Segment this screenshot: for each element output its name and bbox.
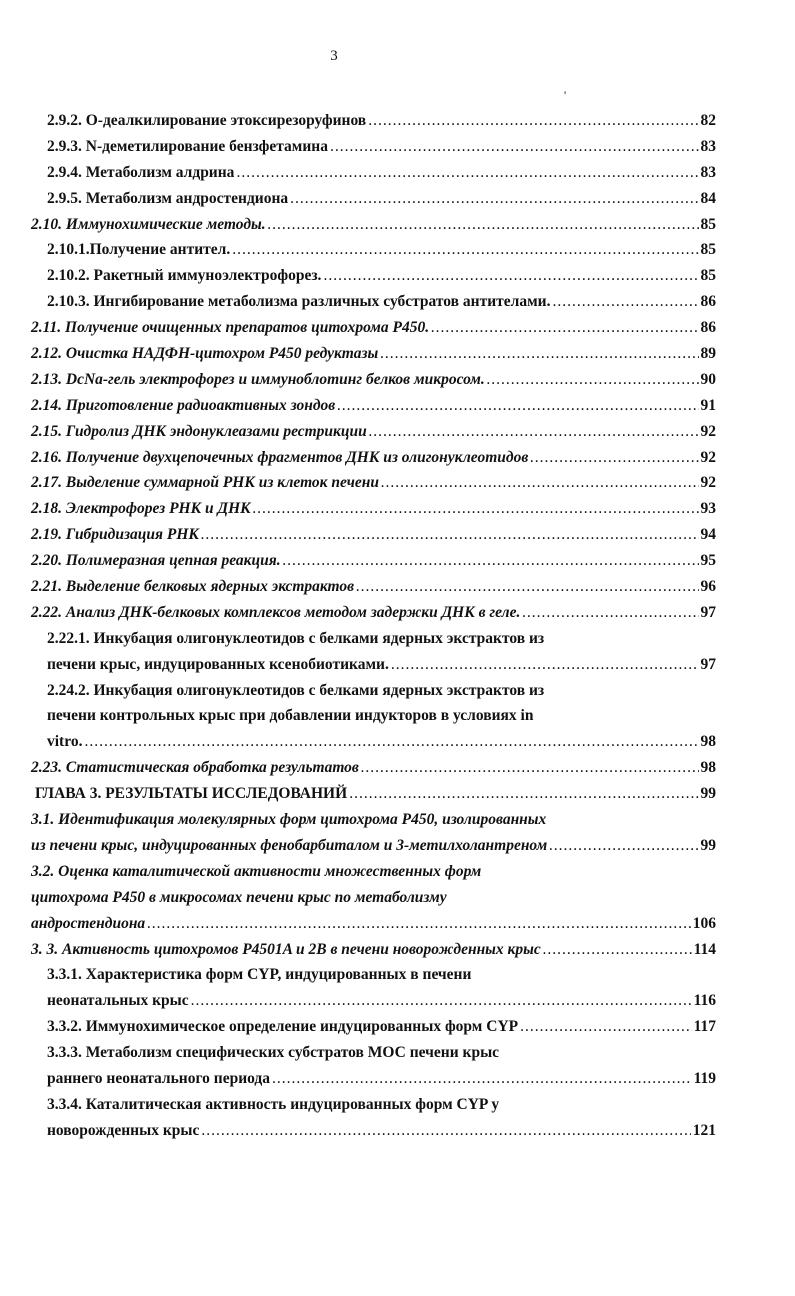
toc-entry-title: 3.2. Оценка каталитической активности множественных форм: [31, 862, 482, 880]
toc-page-number: 85: [700, 267, 716, 285]
toc-entry-title: новорожденных крыс: [47, 1121, 200, 1139]
toc-entry: [0, 470, 795, 496]
toc-entry-last-line: [0, 341, 716, 367]
dot-leader: [356, 574, 698, 600]
dot-leader: [487, 367, 699, 393]
dot-leader: [337, 393, 698, 419]
dot-leader: [530, 445, 698, 471]
toc-page-number: 99: [700, 785, 716, 803]
toc-page-number: 85: [700, 215, 716, 233]
dot-leader: [290, 186, 698, 212]
toc-entry: [0, 574, 795, 600]
toc-entry-title: из печени крыс, индуцированных фенобарбиталом и 3-метилхолантреном: [31, 836, 548, 854]
page-number: 3: [330, 48, 338, 64]
toc-entry-last-line: [0, 522, 716, 548]
toc-page-number: 97: [700, 603, 716, 621]
toc-entry-last-line: [0, 496, 716, 522]
table-of-contents: [0, 108, 795, 1144]
toc-entry: [0, 212, 795, 238]
toc-entry-title: 2.23. Статистическая обработка результатов: [31, 759, 359, 777]
toc-entry-line: [0, 678, 716, 704]
dot-leader: [191, 988, 692, 1014]
toc-entry: [0, 419, 795, 445]
toc-entry-last-line: [0, 1118, 716, 1144]
toc-entry-last-line: [0, 212, 716, 238]
dot-leader: [349, 781, 698, 807]
toc-entry-title: 2.10.2. Ракетный иммуноэлектрофорез.: [47, 267, 322, 285]
toc-entry-last-line: [0, 833, 716, 859]
dot-leader: [520, 1014, 691, 1040]
toc-entry-last-line: [0, 108, 716, 134]
toc-entry: [0, 134, 795, 160]
toc-entry: [0, 1014, 795, 1040]
toc-page-number: 92: [700, 474, 716, 492]
toc-entry-last-line: [0, 574, 716, 600]
toc-entry-title: раннего неонатального периода: [47, 1069, 271, 1087]
toc-entry: [0, 108, 795, 134]
toc-entry: [0, 186, 795, 212]
stray-mark: ': [564, 88, 567, 102]
toc-entry: [0, 1040, 795, 1092]
toc-entry-title: 2.9.4. Метаболизм алдрина: [47, 163, 235, 181]
dot-leader: [368, 108, 698, 134]
toc-entry: [0, 263, 795, 289]
toc-entry: [0, 160, 795, 186]
toc-entry-last-line: [0, 160, 716, 186]
toc-page-number: 114: [693, 940, 716, 958]
dot-leader: [522, 600, 698, 626]
dot-leader: [380, 341, 698, 367]
dot-leader: [323, 263, 698, 289]
toc-entry-title: 2.16. Получение двухцепочечных фрагментов ДНК из олигонуклеотидов: [31, 448, 529, 466]
toc-entry-title: 2.18. Электрофорез РНК и ДНК: [31, 500, 251, 518]
toc-entry-last-line: [0, 781, 716, 807]
toc-entry-line: [0, 807, 716, 833]
toc-page-number: 95: [700, 552, 716, 570]
toc-page-number: 106: [692, 914, 716, 932]
dot-leader: [361, 755, 699, 781]
toc-entry: [0, 626, 795, 678]
toc-entry-title: печени контрольных крыс при добавлении индукторов в условиях in: [47, 707, 534, 725]
toc-entry: [0, 496, 795, 522]
toc-entry-last-line: [0, 988, 716, 1014]
toc-page-number: 92: [700, 448, 716, 466]
toc-entry-title: цитохрома P450 в микросомах печени крыс по метаболизму: [31, 888, 447, 906]
toc-entry-last-line: [0, 1066, 716, 1092]
toc-entry: [0, 678, 795, 756]
dot-leader: [84, 729, 698, 755]
toc-page-number: 97: [700, 655, 716, 673]
dot-leader: [268, 212, 699, 238]
toc-entry-title: печени крыс, индуцированных ксенобиотиками.: [47, 655, 389, 673]
toc-page-number: 98: [700, 759, 716, 777]
toc-entry: [0, 807, 795, 859]
toc-entry: [0, 755, 795, 781]
dot-leader: [369, 419, 699, 445]
toc-entry: [0, 315, 795, 341]
toc-entry-last-line: [0, 600, 716, 626]
dot-leader: [330, 134, 699, 160]
toc-entry-title: 2.22. Анализ ДНК-белковых комплексов методом задержки ДНК в геле.: [31, 603, 521, 621]
dot-leader: [543, 937, 692, 963]
toc-page-number: 92: [700, 422, 716, 440]
dot-leader: [147, 911, 691, 937]
toc-entry-title: vitro.: [47, 733, 83, 751]
toc-entry-title: 3. 3. Активность цитохромов P4501A и 2B в печени новорожденных крыс: [31, 940, 541, 958]
toc-entry-title: 2.21. Выделение белковых ядерных экстрактов: [31, 578, 355, 596]
toc-entry-title: ГЛАВА 3. РЕЗУЛЬТАТЫ ИССЛЕДОВАНИЙ: [35, 785, 348, 803]
toc-entry: [0, 962, 795, 1014]
toc-entry: [0, 1092, 795, 1144]
toc-entry-title: 3.3.2. Иммунохимическое определение индуцированных форм CYP: [47, 1018, 519, 1036]
dot-leader: [431, 315, 698, 341]
toc-entry-title: 2.22.1. Инкубация олигонуклеотидов с белками ядерных экстрактов из: [47, 629, 545, 647]
toc-entry: [0, 522, 795, 548]
toc-entry: [0, 367, 795, 393]
toc-entry-last-line: [0, 445, 716, 471]
toc-entry-title: 2.15. Гидролиз ДНК эндонуклеазами рестрикции: [31, 422, 367, 440]
toc-entry-last-line: [0, 315, 716, 341]
toc-entry-title: 2.14. Приготовление радиоактивных зондов: [31, 396, 336, 414]
dot-leader: [552, 289, 698, 315]
toc-entry-title: 2.9.5. Метаболизм андростендиона: [47, 189, 289, 207]
toc-entry-last-line: [0, 911, 716, 937]
dot-leader: [253, 496, 699, 522]
toc-entry-last-line: [0, 186, 716, 212]
toc-entry-last-line: [0, 1014, 716, 1040]
toc-page-number: 99: [700, 836, 716, 854]
toc-entry: [0, 937, 795, 963]
dot-leader: [549, 833, 698, 859]
toc-page-number: 119: [693, 1069, 716, 1087]
toc-entry-title: 2.10.3. Ингибирование метаболизма различных субстратов антителами.: [47, 293, 551, 311]
toc-entry: [0, 600, 795, 626]
toc-entry-last-line: [0, 470, 716, 496]
toc-entry-title: 2.13. DcNa-гель электрофорез и иммуноблотинг белков микросом.: [31, 370, 485, 388]
toc-entry-last-line: [0, 755, 716, 781]
toc-page-number: 84: [700, 189, 716, 207]
toc-entry-last-line: [0, 289, 716, 315]
toc-page-number: 98: [700, 733, 716, 751]
dot-leader: [283, 548, 699, 574]
dot-leader: [391, 652, 699, 678]
toc-entry: [0, 341, 795, 367]
toc-entry-title: 3.3.4. Каталитическая активность индуцированных форм CYP у: [47, 1095, 500, 1113]
toc-entry-title: 2.11. Получение очищенных препаратов цитохрома P450.: [31, 319, 430, 337]
toc-page-number: 83: [700, 163, 716, 181]
toc-entry: [0, 289, 795, 315]
toc-entry-last-line: [0, 393, 716, 419]
toc-entry-title: 2.10.1.Получение антител.: [47, 241, 231, 259]
toc-entry-line: [0, 626, 716, 652]
toc-page-number: 94: [700, 526, 716, 544]
toc-entry: [0, 445, 795, 471]
toc-page-number: 86: [700, 293, 716, 311]
toc-page-number: 96: [700, 578, 716, 596]
toc-entry-last-line: [0, 548, 716, 574]
toc-entry: [0, 859, 795, 937]
toc-entry-title: 2.9.3. N-деметилирование бензфетамина: [47, 137, 328, 155]
toc-entry-title: 2.9.2. О-деалкилирование этоксирезоруфинов: [47, 112, 367, 129]
toc-entry-last-line: [0, 729, 716, 755]
toc-entry-last-line: [0, 937, 716, 963]
toc-entry-line: [0, 962, 716, 988]
toc-page-number: 82: [700, 112, 716, 129]
toc-entry-line: [0, 859, 716, 885]
toc-entry: [0, 237, 795, 263]
toc-page-number: 83: [700, 137, 716, 155]
toc-entry-title: 3.3.1. Характеристика форм CYP, индуцированных в печени: [47, 966, 472, 984]
toc-entry-line: [0, 703, 716, 729]
toc-entry-title: 2.17. Выделение суммарной РНК из клеток печени: [31, 474, 379, 492]
dot-leader: [201, 522, 699, 548]
toc-entry-line: [0, 1092, 716, 1118]
toc-page-number: 90: [700, 370, 716, 388]
toc-page-number: 117: [693, 1018, 716, 1036]
toc-entry-title: 2.12. Очистка НАДФН-цитохром P450 редуктазы: [31, 345, 379, 363]
toc-entry-last-line: [0, 652, 716, 678]
toc-entry-line: [0, 1040, 716, 1066]
toc-entry-last-line: [0, 367, 716, 393]
toc-page-number: 116: [693, 992, 716, 1010]
toc-page-number: 93: [700, 500, 716, 518]
toc-entry-title: 2.10. Иммунохимические методы.: [31, 215, 266, 233]
toc-entry-last-line: [0, 263, 716, 289]
toc-entry-title: андростендиона: [31, 914, 146, 932]
dot-leader: [232, 237, 698, 263]
dot-leader: [272, 1066, 692, 1092]
toc-entry-last-line: [0, 419, 716, 445]
toc-page-number: 89: [700, 345, 716, 363]
toc-entry-line: [0, 885, 716, 911]
toc-entry-title: 2.20. Полимеразная цепная реакция.: [31, 552, 281, 570]
toc-entry: [0, 548, 795, 574]
toc-page-number: 85: [700, 241, 716, 259]
toc-page-number: 121: [692, 1121, 716, 1139]
dot-leader: [236, 160, 698, 186]
toc-entry-last-line: [0, 134, 716, 160]
toc-entry-title: неонатальных крыс: [47, 992, 189, 1010]
toc-entry-title: 2.19. Гибридизация РНК: [31, 526, 199, 544]
toc-entry: [0, 393, 795, 419]
toc-entry-title: 2.24.2. Инкубация олигонуклеотидов с белками ядерных экстрактов из: [47, 681, 545, 699]
toc-page-number: 86: [700, 319, 716, 337]
toc-page-number: 91: [700, 396, 716, 414]
toc-entry: [0, 781, 795, 807]
dot-leader: [201, 1118, 690, 1144]
dot-leader: [381, 470, 699, 496]
toc-entry-title: 3.1. Идентификация молекулярных форм цитохрома P450, изолированных: [31, 811, 547, 829]
toc-entry-last-line: [0, 237, 716, 263]
toc-entry-title: 3.3.3. Метаболизм специфических субстратов МОС печени крыс: [47, 1044, 500, 1062]
